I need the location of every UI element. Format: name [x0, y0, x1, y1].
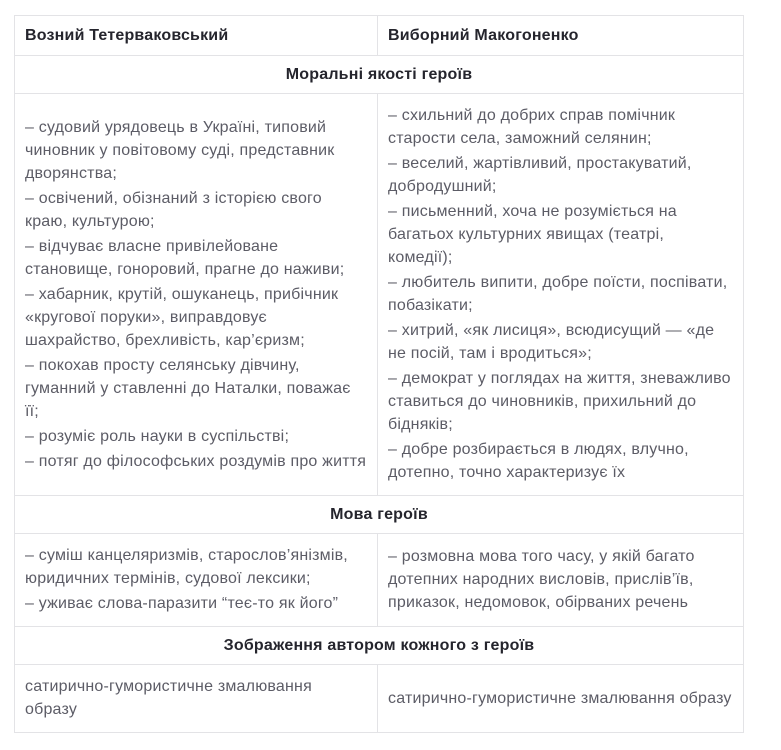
list-item: – демократ у поглядах на життя, зневажливо ставиться до чиновників, прихильний до бідняків; — [388, 370, 731, 433]
list-item: сатирично-гумористичне змалювання образу — [25, 678, 312, 718]
list-item: – суміш канцеляризмів, старослов’янізмів, юридичних термінів, судової лексики; — [25, 547, 348, 587]
list-item: – уживає слова-паразити “теє-то як його” — [25, 595, 339, 612]
cell-vybornyi-portrayal — [378, 665, 744, 733]
column-header-voznyi: Возний Тетерваковський — [15, 16, 378, 56]
section-row — [15, 496, 744, 534]
content-row-speech — [15, 534, 744, 627]
list-item: – покохав просту селянську дівчину, гуманний у ставленні до Наталки, поважає її; — [25, 356, 351, 420]
column-header-vybornyi: Виборний Макогоненко — [378, 16, 744, 56]
cell-voznyi-portrayal — [15, 665, 378, 733]
comparison-table — [14, 15, 744, 733]
section-header-speech: Мова героїв — [15, 496, 744, 534]
list-item: – освічений, обізнаний з історією свого краю, культурою; — [25, 189, 322, 230]
cell-voznyi-speech — [15, 534, 378, 627]
cell-voznyi-moral-qualities — [15, 94, 378, 496]
content-row-moral-qualities — [15, 94, 744, 496]
cell-vybornyi-speech — [378, 534, 744, 627]
list-item: – відчуває власне привілейоване становище, гоноровий, прагне до наживи; — [25, 237, 345, 278]
list-item: – хитрий, «як лисиця», всюдисущий — «де не посій, там і вродиться»; — [388, 322, 715, 362]
list-item: – любитель випити, добре поїсти, поспівати, побазікати; — [388, 274, 728, 314]
cell-vybornyi-moral-qualities — [378, 94, 744, 496]
list-item: сатирично-гумористичне змалювання образу — [388, 689, 732, 707]
section-row — [15, 627, 744, 665]
list-item: – розмовна мова того часу, у якій багато дотепних народних висловів, прислів’їв, приказок, недомовок, обірваних речень — [388, 548, 695, 611]
list-item: – добре розбирається в людях, влучно, дотепно, точно характеризує їх — [388, 441, 689, 481]
list-item: – письменний, хоча не розуміється на багатьох культурних явищах (театрі, комедії); — [388, 203, 677, 266]
section-row — [15, 56, 744, 94]
list-item: – хабарник, крутій, ошуканець, прибічник «кругової поруки», виправдовує шахрайство, брехливість, кар’єризм; — [25, 285, 339, 349]
list-item: – веселий, жартівливий, простакуватий, добродушний; — [388, 155, 692, 195]
list-item: – потяг до філософських роздумів про життя — [25, 452, 367, 470]
list-item: – судовий урядовець в Україні, типовий чиновник у повітовому суді, представник дворянства; — [25, 118, 335, 182]
content-row-author-portrayal — [15, 665, 744, 733]
section-header-author-portrayal: Зображення автором кожного з героїв — [15, 627, 744, 665]
table-header-row — [15, 16, 744, 56]
section-header-moral-qualities: Моральні якості героїв — [15, 56, 744, 94]
list-item: – розуміє роль науки в суспільстві; — [25, 427, 290, 445]
list-item: – схильний до добрих справ помічник старости села, заможний селянин; — [388, 107, 676, 147]
